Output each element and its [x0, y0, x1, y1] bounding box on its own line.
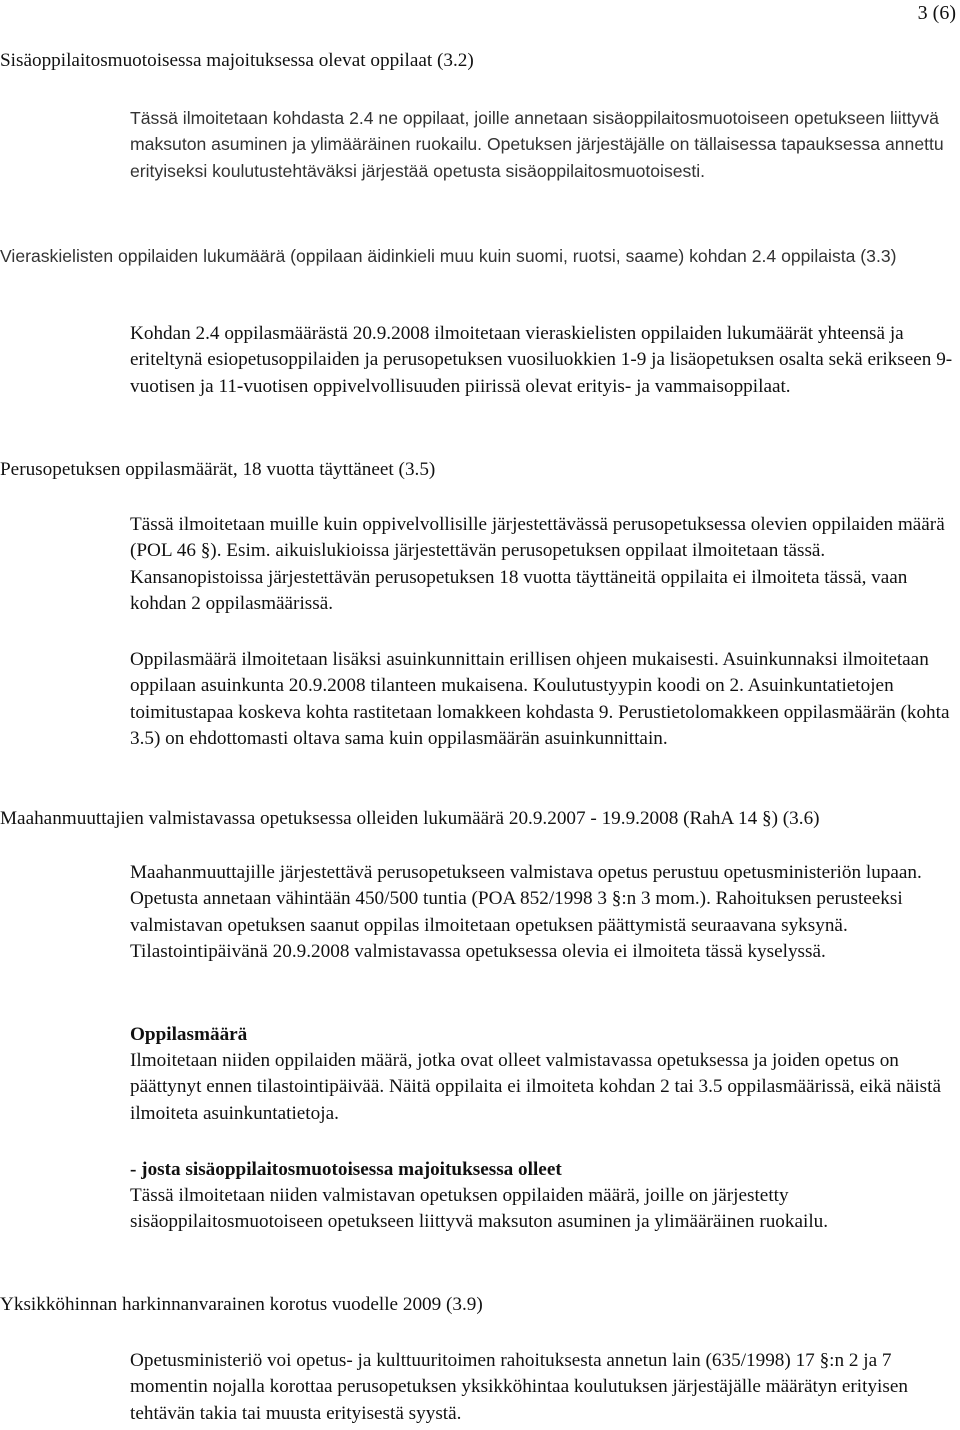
subheading-sisaoppilaitos: - josta sisäoppilaitosmuotoisessa majoituksessa olleet	[130, 1159, 562, 1180]
section-heading-3-5: Perusopetuksen oppilasmäärät, 18 vuotta täyttäneet (3.5)	[0, 459, 436, 480]
section-body-3-3: Kohdan 2.4 oppilasmäärästä 20.9.2008 ilmoitetaan vieraskielisten oppilaiden lukumäärät yhteensä ja eriteltynä esiopetusoppilaiden ja perusopetuksen vuosiluokkien 1-9 ja lisäopetuksen osalta sekä erikseen 9-vuotisen ja 11-vuotisen oppivelvollisuuden piirissä olevat erityis- ja vammaisoppilaat.	[130, 323, 953, 397]
section-body-3-2: Tässä ilmoitetaan kohdasta 2.4 ne oppilaat, joille annetaan sisäoppilaitosmuotoiseen opetukseen liittyvä maksuton asuminen ja ylimääräinen ruokailu. Opetuksen järjestäjälle on tällaisessa tapauksessa annettu erityiseksi koulutustehtäväksi järjestää opetusta sisäoppilaitosmuotoisesti.	[130, 108, 944, 181]
subsection-body-oppilasmaara: Ilmoitetaan niiden oppilaiden määrä, jotka ovat olleet valmistavassa opetuksessa ja joiden opetus on päättynyt ennen tilastointipäivää. Näitä oppilaita ei ilmoiteta kohdan 2 tai 3.5 oppilasmäärissä, eikä näistä ilmoiteta asuinkuntatietoja.	[130, 1050, 941, 1124]
section-heading-3-3: Vieraskielisten oppilaiden lukumäärä (oppilaan äidinkieli muu kuin suomi, ruotsi, saame) kohdan 2.4 oppilaista (3.3)	[0, 246, 897, 266]
section-heading-3-6	[0, 806, 955, 832]
section-body-3-5-b: Oppilasmäärä ilmoitetaan lisäksi asuinkunnittain erillisen ohjeen mukaisesti. Asuinkunnaksi ilmoitetaan oppilaan asuinkunta 20.9.2008 tilanteen mukaisena. Koulutustyypin koodi on 2. Asuinkuntatietojen toimitustapaa koskeva kohta rastitetaan lomakkeen kohdasta 9. Perustietolomakkeen oppilasmäärän (kohta 3.5) on ehdottomasti oltava sama kuin oppilasmäärän asuinkunnittain.	[130, 649, 950, 749]
section-heading-3-6-text: Maahanmuuttajien valmistavassa opetuksessa olleiden lukumäärä 20.9.2007 - 19.9.2008 (RahA 14 §) (3.6)	[0, 808, 820, 829]
section-body-3-6: Maahanmuuttajille järjestettävä perusopetukseen valmistava opetus perustuu opetusministeriön lupaan. Opetusta annetaan vähintään 450/500 tuntia (POA 852/1998 3 §:n 3 mom.). Rahoituksen perusteeksi valmistavan opetuksen saanut oppilas ilmoitetaan opetuksen päättymistä seuraavana syksynä. Tilastointipäivänä 20.9.2008 valmistavassa opetuksessa olevia ei ilmoiteta tässä kyselyssä.	[130, 862, 922, 962]
subheading-oppilasmaara: Oppilasmäärä	[130, 1024, 248, 1045]
page-number: 3 (6)	[917, 2, 956, 24]
section-heading-3-9: Yksikköhinnan harkinnanvarainen korotus vuodelle 2009 (3.9)	[0, 1294, 483, 1315]
subsection-body-sisaoppilaitos: Tässä ilmoitetaan niiden valmistavan opetuksen oppilaiden määrä, joille on järjestetty sisäoppilaitosmuotoiseen opetukseen liittyvä maksuton asuminen ja ylimääräinen ruokailu.	[130, 1185, 829, 1233]
section-body-3-5-a: Tässä ilmoitetaan muille kuin oppivelvollisille järjestettävässä perusopetuksessa olevien oppilaiden määrä (POL 46 §). Esim. aikuislukioissa järjestettävän perusopetuksen oppilaat ilmoitetaan tässä. Kansanopistoissa järjestettävän perusopetuksen 18 vuotta täyttäneitä oppilaita ei ilmoiteta tässä, vaan kohdan 2 oppilasmäärissä.	[130, 514, 945, 614]
section-body-3-9: Opetusministeriö voi opetus- ja kulttuuritoimen rahoituksesta annetun lain (635/1998) 17 §:n 2 ja 7 momentin nojalla korottaa perusopetuksen yksikköhintaa koulutuksen järjestäjälle määrätyn erityisen tehtävän takia tai muusta erityisestä syystä.	[130, 1350, 908, 1424]
section-heading-3-2: Sisäoppilaitosmuotoisessa majoituksessa olevat oppilaat (3.2)	[0, 50, 474, 71]
